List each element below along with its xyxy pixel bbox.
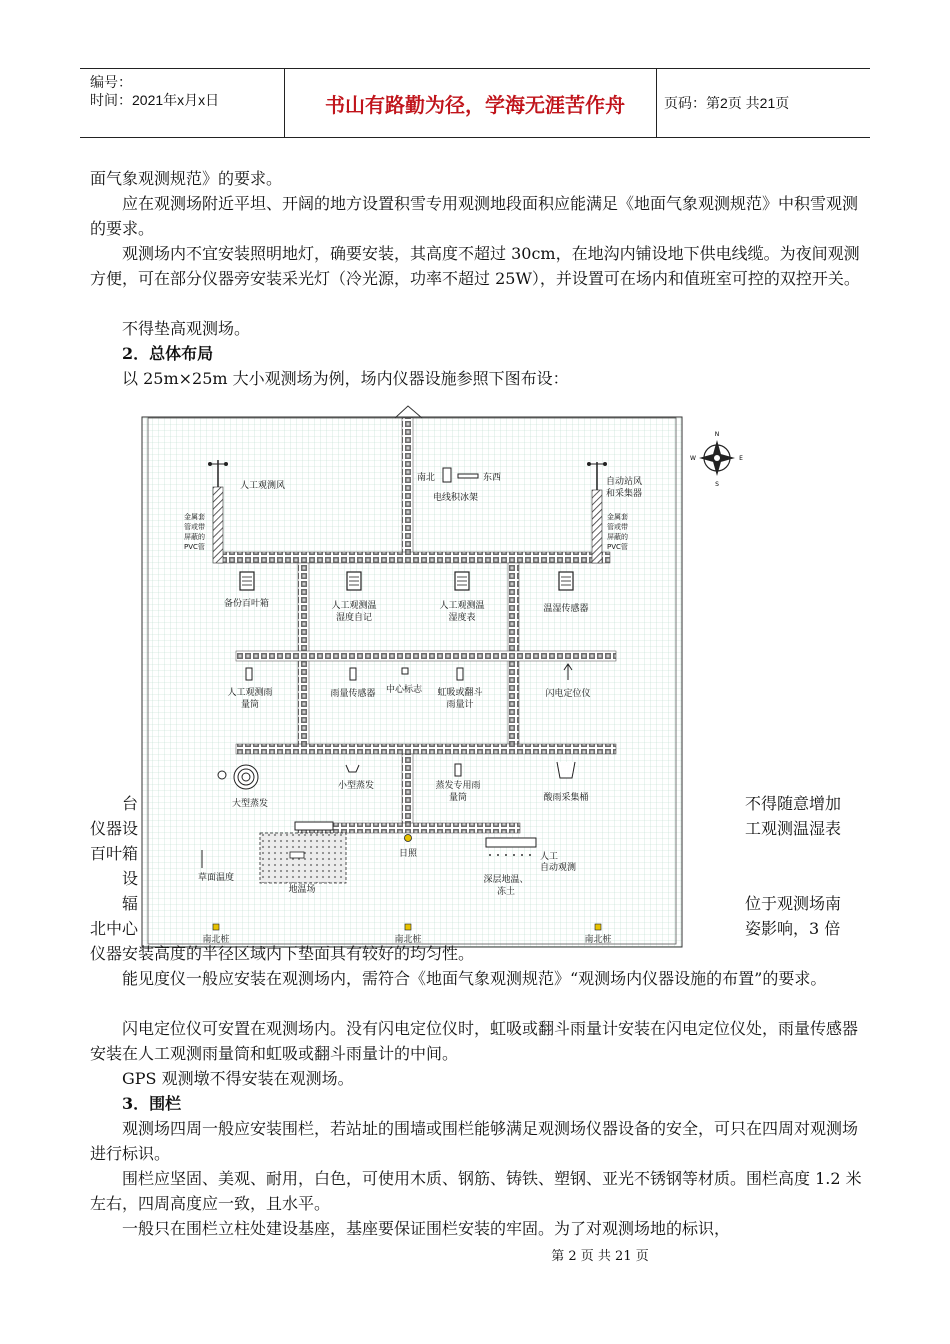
lbl-backup-box: 备份百叶箱 [224, 599, 270, 609]
lbl-auto-obs: 自动观测 [540, 863, 577, 873]
lbl-rain-sensor: 雨量传感器 [330, 689, 376, 699]
para-6: 仪器安装高度的半径区域内下垫面具有较好的均匀性。 [90, 944, 475, 963]
lbl-rain-gauge-2: 量筒 [240, 700, 260, 710]
acid-rain-bucket-icon [557, 762, 575, 778]
lbl-manual-temp-rec-1: 人工观测温 [331, 601, 377, 611]
lbl-rain-gauge-1: 人工观测雨 [227, 688, 273, 698]
lbl-siphon-2: 雨量计 [446, 700, 474, 710]
sunshine-icon [405, 835, 412, 842]
observation-field-layout-diagram [140, 412, 743, 950]
rain-sensor-icon [350, 668, 356, 680]
section-3-title: 3．围栏 [122, 1094, 182, 1113]
lbl-large-evap: 大型蒸发 [231, 799, 269, 809]
peek-left-5: 辐 [122, 894, 139, 913]
peek-right-1: 不得随意增加 [745, 794, 842, 813]
ns-pile-icon [595, 924, 601, 930]
lbl-pipe-r-3: 屏蔽的 [607, 533, 628, 541]
lbl-auto-wind-2: 和采集器 [606, 489, 643, 499]
lbl-manual-temp-tab-2: 湿度表 [448, 613, 476, 623]
peek-right-6: 姿影响，3 倍 [745, 919, 841, 938]
lbl-grass-temp: 草面温度 [197, 873, 235, 883]
peek-right-5: 位于观测场南 [745, 894, 842, 913]
lbl-pipe-l-4: PVC管 [184, 543, 205, 551]
lbl-siphon-1: 虹吸或翻斗 [437, 688, 483, 698]
lbl-ice-rack: 电线积冰架 [433, 493, 479, 503]
lbl-small-evap: 小型蒸发 [337, 781, 375, 791]
para-9: GPS 观测墩不得安装在观测场。 [122, 1069, 354, 1088]
lbl-evap-rain-2: 量筒 [448, 793, 468, 803]
para-2: 应在观测场附近平坦、开阔的地方设置积雪专用观测地段面积应能满足《地面气象观测规范》中积雪观测的要求。 [90, 194, 859, 238]
page-footer: 第 2 页 共 21 页 [551, 1249, 649, 1264]
para-8: 闪电定位仪可安置在观测场内。没有闪电定位仪时，虹吸或翻斗雨量计安装在闪电定位仪处，雨量传感器安装在人工观测雨量筒和虹吸或翻斗雨量计的中间。 [90, 1019, 859, 1063]
lbl-manual: 人工 [540, 852, 559, 862]
compass-s: S [715, 481, 719, 488]
para-11: 围栏应坚固、美观、耐用，白色，可使用木质、钢筋、铸铁、塑钢、亚光不锈钢等材质。围栏高度 1.2 米左右，四周高度应一致，且水平。 [90, 1169, 862, 1213]
peek-left-4: 设 [122, 869, 139, 888]
lbl-deep-soil-1: 深层地温、 [483, 875, 529, 885]
code-label: 编号： [90, 74, 132, 90]
time-label: 时间：2021年x月x日 [90, 92, 220, 108]
lbl-acid-rain: 酸雨采集桶 [543, 793, 589, 803]
lbl-pipe-r-4: PVC管 [607, 543, 628, 551]
para-1: 面气象观测规范》的要求。 [90, 169, 283, 188]
para-3: 观测场内不宜安装照明地灯，确要安装，其高度不超过 30cm，在地沟内铺设地下供电线缆。为夜间观测方便，可在部分仪器旁安装采光灯（冷光源，功率不超过 25W），并设置可在场内和值班室可控的双控开关。 [90, 244, 860, 288]
lbl-pipe-l-2: 管或带 [184, 523, 205, 531]
para-4: 不得垫高观测场。 [122, 319, 251, 338]
lbl-pipe-l-1: 金属套 [184, 513, 205, 521]
lbl-pipe-l-3: 屏蔽的 [184, 533, 205, 541]
center-mark-icon [402, 668, 408, 674]
para-5: 以 25m×25m 大小观测场为例，场内仪器设施参照下图布设： [122, 369, 569, 388]
lbl-ns-pile-center: 南北桩 [394, 935, 422, 945]
lbl-lightning: 闪电定位仪 [545, 689, 591, 699]
header-meta [90, 73, 285, 109]
compass-e: E [739, 455, 743, 462]
compass-w: W [690, 455, 696, 462]
peek-left-6: 北中心 [90, 919, 139, 938]
lbl-ns-pile-left: 南北桩 [202, 935, 230, 945]
lbl-ice-east: 东西 [483, 473, 502, 483]
lbl-manual-temp-rec-2: 湿度自记 [335, 613, 373, 623]
peek-left-2: 仪器设 [90, 819, 139, 838]
compass-icon [690, 431, 743, 488]
lbl-manual-wind: 人工观测风 [240, 481, 286, 491]
header-motto: 书山有路勤为径，学海无涯苦作舟 [325, 92, 625, 117]
compass-n: N [714, 431, 720, 438]
lbl-soil-temp: 地温场 [288, 885, 316, 895]
lbl-pipe-r-1: 金属套 [607, 513, 628, 521]
lbl-deep-soil-2: 冻土 [496, 887, 516, 897]
peek-right-2: 工观测温湿表 [745, 819, 842, 838]
ns-pile-icon [213, 924, 219, 930]
deep-soil-icon [486, 838, 536, 847]
siphon-gauge-icon [457, 668, 463, 680]
ns-pile-icon [405, 924, 411, 930]
section-2-title: 2．总体布局 [122, 344, 214, 363]
lbl-center-mark: 中心标志 [385, 685, 423, 695]
lbl-sunshine: 日照 [398, 849, 418, 859]
lbl-ns-pile-right: 南北桩 [584, 935, 612, 945]
para-12: 一般只在围栏立柱处建设基座，基座要保证围栏安装的牢固。为了对观测场地的标识， [122, 1219, 731, 1238]
para-7: 能见度仪一般应安装在观测场内，需符合《地面气象观测规范》“观测场内仪器设施的布置”的要求。 [122, 969, 827, 988]
lbl-evap-rain-1: 蒸发专用雨 [435, 781, 481, 791]
header-page-info: 页码：第2页 共21页 [664, 95, 790, 111]
lbl-manual-temp-tab-1: 人工观测温 [439, 601, 485, 611]
lbl-th-sensor: 温湿传感器 [543, 604, 589, 614]
page-header [80, 68, 870, 138]
evap-rain-gauge-icon [455, 764, 461, 776]
para-10: 观测场四周一般应安装围栏，若站址的围墙或围栏能够满足观测场仪器设备的安全，可只在四周对观测场进行标识。 [90, 1119, 859, 1163]
lbl-ice-south: 南北 [417, 473, 436, 483]
peek-left-1: 台 [122, 794, 139, 813]
lbl-auto-wind-1: 自动站风 [606, 477, 643, 487]
manual-rain-gauge-icon [246, 668, 252, 680]
peek-left-3: 百叶箱 [90, 844, 139, 863]
lbl-pipe-r-2: 管或带 [607, 523, 628, 531]
